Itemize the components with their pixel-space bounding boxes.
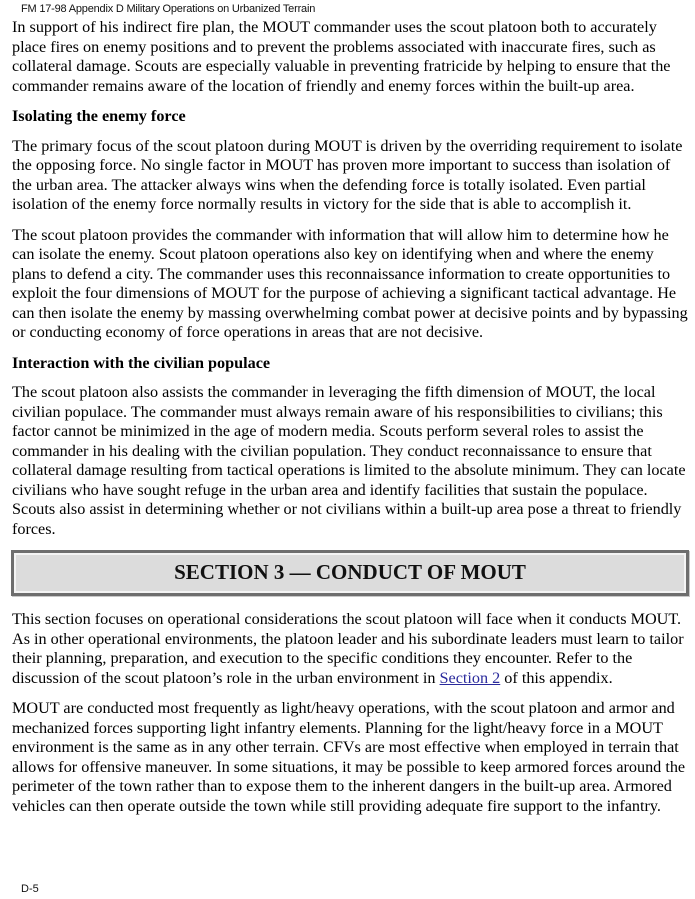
intro-text-before-link: This section focuses on operational considerations the scout platoon will face when it conducts MOUT. As in other operational environments, the platoon leader and his subordinate leaders must learn to tailor their planning, preparation, and execution to the specific conditions they encounter. Refer to the discussion of the scout platoon’s role in the urban environment in (12, 610, 684, 687)
page-number: D-5 (21, 883, 39, 895)
intro-text-after-link: of this appendix. (500, 668, 613, 687)
paragraph-civilian-populace: The scout platoon also assists the commander in leveraging the fifth dimension of MOUT, the local civilian populace. The commander must always remain aware of his responsibilities to civilians; this factor cannot be minimized in the age of modern media. Scouts perform several roles to assist the commander in his dealing with the civilian population. They conduct reconnaissance to ensure that collateral damage resulting from tactical operations is limited to the absolute minimum. They can locate civilians who have sought refuge in the urban area and identify facilities that sustain the populace. Scouts also assist in determining whether or not civilians within a built-up area pose a threat to friendly forces. (12, 383, 686, 538)
paragraph-section3-intro (12, 610, 688, 688)
section-3-title: SECTION 3 — CONDUCT OF MOUT (174, 560, 526, 585)
heading-isolating-enemy: Isolating the enemy force (12, 107, 186, 125)
paragraph-isolation-info: The scout platoon provides the commander with information that will allow him to determine how he can isolate the enemy. Scout platoon operations also key on identifying when and where the enemy plans to defend a city. The commander uses this reconnaissance information to create opportunities to exploit the four dimensions of MOUT for the purpose of achieving a significant tactical advantage. He can then isolate the enemy by massing overwhelming combat power at decisive points and by bypassing or conducting economy of force operations in areas that are not decisive. (12, 225, 688, 341)
heading-civilian-populace: Interaction with the civilian populace (12, 353, 271, 372)
section-3-banner (11, 550, 689, 596)
document-body (12, 18, 688, 827)
paragraph-light-heavy-operations: MOUT are conducted most frequently as light/heavy operations, with the scout platoon and armor and mechanized forces supporting light infantry elements. Planning for the light/heavy force in a MOUT environment is the same as in any other terrain. CFVs are most effective when employed in terrain that allows for offensive maneuver. In some situations, it may be possible to keep armored forces around the perimeter of the town rather than to expose them to the inherent dangers in the built-up area. Armored vehicles can then operate outside the town while still providing adequate fire support to the infantry. (12, 699, 686, 815)
paragraph-fire-support: In support of his indirect fire plan, the MOUT commander uses the scout platoon both to accurately place fires on enemy positions and to prevent the problems associated with inaccurate fires, such as collateral damage. Scouts are especially valuable in preventing fratricide by helping to ensure that the commander remains aware of the location of friendly and enemy forces within the built-up area. (12, 18, 671, 95)
section-2-link[interactable]: Section 2 (439, 668, 501, 687)
paragraph-isolation-focus: The primary focus of the scout platoon during MOUT is driven by the overriding requirement to isolate the opposing force. No single factor in MOUT has proven more important to success than isolation of the urban area. The attacker always wins when the defending force is totally isolated. Even partial isolation of the enemy force normally results in victory for the side that is able to accomplish it. (12, 136, 683, 213)
running-header: FM 17-98 Appendix D Military Operations on Urbanized Terrain (21, 3, 316, 15)
